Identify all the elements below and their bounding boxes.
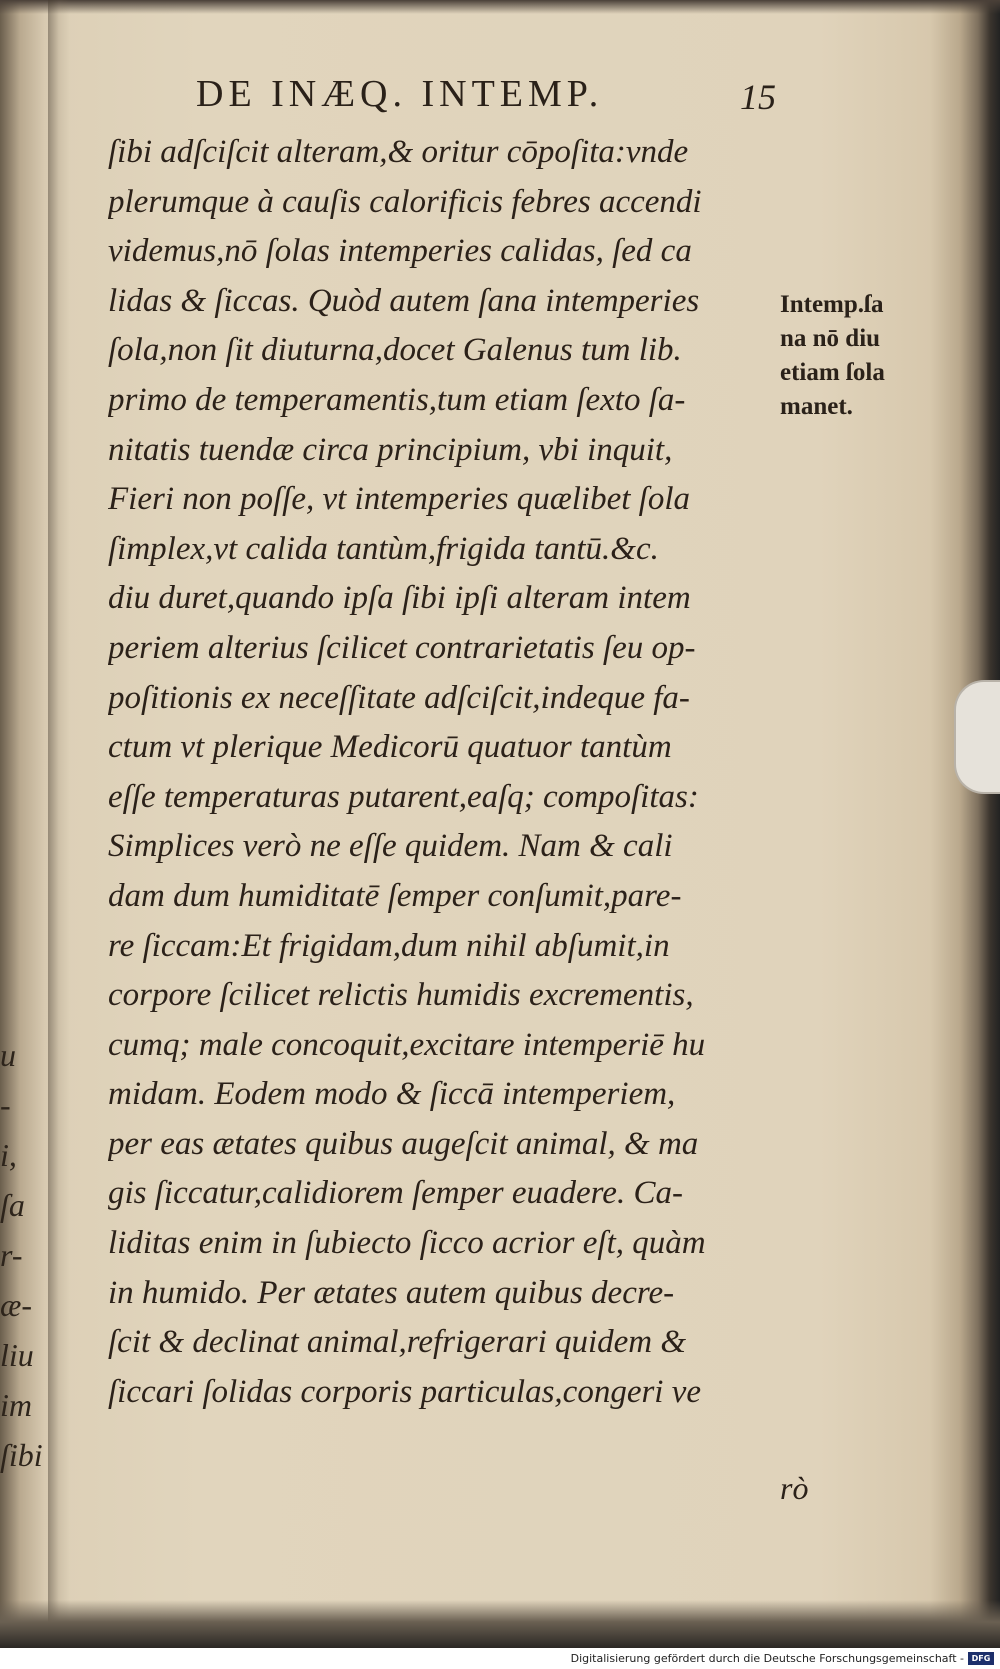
text-line: dam dum humiditatē ſemper conſumit,pare- <box>108 877 682 914</box>
text-line: ſimplex,vt calida tantùm,frigida tantū.&c. <box>108 530 659 567</box>
marginal-note-line: Intemp.ſa <box>780 291 884 318</box>
text-line: cumq; male concoquit,excitare intemperiē hu <box>108 1026 706 1063</box>
text-line: nitatis tuendæ circa principium, vbi inquit, <box>108 431 673 468</box>
marginal-note <box>780 288 930 424</box>
text-line: primo de temperamentis,tum etiam ſexto ſa- <box>108 381 686 418</box>
footer-credit-bar <box>0 1648 1000 1669</box>
left-fragment: æ- <box>0 1287 32 1323</box>
funding-credit: Digitalisierung gefördert durch die Deutsche Forschungsgemeinschaft - <box>570 1652 964 1665</box>
page-number: 15 <box>740 77 776 117</box>
left-fragment: im <box>0 1387 32 1423</box>
dfg-logo-icon: DFG <box>968 1652 994 1665</box>
bottom-edge-shadow <box>0 1600 1000 1648</box>
text-line: gis ſiccatur,calidiorem ſemper euadere. Ca- <box>108 1175 683 1212</box>
text-line: diu duret,quando ipſa ſibi ipſi alteram intem <box>108 580 691 617</box>
text-line: per eas ætates quibus augeſcit animal, & ma <box>108 1125 699 1162</box>
text-line: videmus,nō ſolas intemperies calidas, ſed ca <box>108 233 692 270</box>
text-line: ſola,non ſit diuturna,docet Galenus tum lib. <box>108 332 682 369</box>
left-fragment: i, <box>0 1137 17 1173</box>
top-shadow <box>0 0 1000 14</box>
text-line: ſibi adſciſcit alteram,& oritur cōpoſita:vnde <box>108 134 689 170</box>
text-line: in humido. Per ætates autem quibus decre- <box>108 1274 675 1311</box>
text-line: midam. Eodem modo & ſiccā intemperiem, <box>108 1076 676 1113</box>
text-line: corpore ſcilicet relictis humidis excrementis, <box>108 977 694 1014</box>
page-clip <box>954 680 1000 794</box>
text-line: Simplices verò ne eſſe quidem. Nam & cali <box>108 828 673 865</box>
marginal-note-line: manet. <box>780 393 853 420</box>
text-line: eſſe temperaturas putarent,eaſq; compoſitas: <box>108 778 699 815</box>
body-text <box>108 128 798 1417</box>
running-header: DE INÆQ. INTEMP. <box>196 73 604 115</box>
text-line: periem alterius ſcilicet contrarietatis ſeu op- <box>108 629 696 666</box>
text-line: liditas enim in ſubiecto ſicco acrior eſt, quàm <box>108 1225 706 1262</box>
catchword: rò <box>780 1470 809 1506</box>
left-fragment: r- <box>0 1237 23 1273</box>
left-fragment: ſibi <box>0 1437 43 1473</box>
text-line: ſiccari ſolidas corporis particulas,congeri ve <box>108 1373 702 1410</box>
left-page-fragments <box>0 1030 46 1490</box>
left-fragment: ſa <box>0 1187 25 1223</box>
left-fragment: liu <box>0 1337 34 1373</box>
text-line: Fieri non poſſe, vt intemperies quælibet ſola <box>108 481 690 518</box>
book-gutter <box>48 0 70 1648</box>
text-line: poſitionis ex neceſſitate adſciſcit,indeque fa- <box>108 679 690 716</box>
text-line: plerumque à cauſis calorificis febres accendi <box>108 183 702 220</box>
left-fragment: - <box>0 1087 11 1123</box>
text-line: ctum vt plerique Medicorū quatuor tantùm <box>108 729 672 766</box>
text-line: lidas & ſiccas. Quòd autem ſana intemperies <box>108 282 700 319</box>
left-fragment: u <box>0 1037 16 1073</box>
text-line: ſcit & declinat animal,refrigerari quidem & <box>108 1324 687 1361</box>
marginal-note-line: etiam ſola <box>780 359 885 386</box>
text-line: re ſiccam:Et frigidam,dum nihil abſumit,in <box>108 927 670 964</box>
marginal-note-line: na nō diu <box>780 325 881 352</box>
